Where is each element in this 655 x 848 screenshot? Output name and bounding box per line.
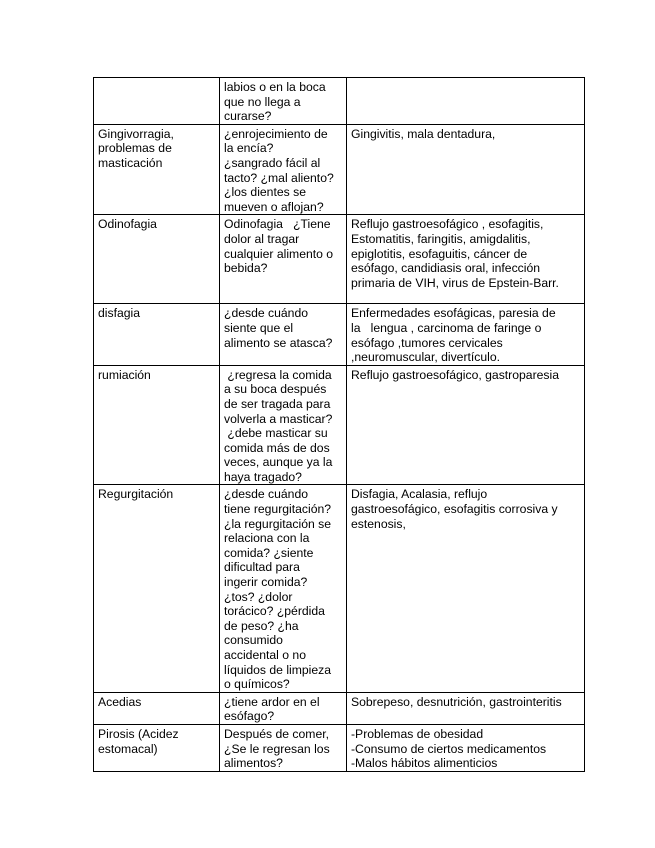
- condition-cell: [94, 124, 220, 215]
- condition-cell: [94, 485, 220, 692]
- question-cell-line: dolor al tragar: [224, 231, 300, 246]
- question-cell-line: consumido: [224, 633, 283, 648]
- table-row: [94, 215, 585, 304]
- question-cell-line: a su boca después: [224, 382, 327, 397]
- question-cell: [220, 215, 347, 304]
- question-cell-line: alimento se atasca?: [224, 335, 333, 350]
- symptom-table-body: [94, 78, 585, 772]
- symptom-table: [93, 77, 585, 772]
- causes-cell-line: Enfermedades esofágicas, paresia de: [351, 306, 556, 321]
- question-cell: [220, 724, 347, 771]
- question-cell-line: ¿regresa la comida: [224, 367, 332, 382]
- condition-cell: [94, 78, 220, 125]
- question-cell-line: alimentos?: [224, 756, 283, 771]
- condition-cell-line: Pirosis (Acidez: [98, 726, 179, 741]
- causes-cell-line: Reflujo gastroesofágico , esofagitis,: [351, 217, 544, 232]
- causes-cell-line: esófago ,tumores cervicales: [351, 335, 503, 350]
- table-row: [94, 724, 585, 771]
- question-cell: [220, 124, 347, 215]
- table-row: [94, 124, 585, 215]
- causes-cell: [347, 304, 585, 365]
- causes-cell-line: gastroesofágico, esofagitis corrosiva y: [351, 502, 558, 517]
- condition-cell-line: Gingivorragia,: [98, 126, 174, 141]
- condition-cell-line: Acedias: [98, 694, 142, 709]
- condition-cell-line: problemas de: [98, 141, 172, 156]
- condition-cell: [94, 692, 220, 724]
- question-cell: [220, 304, 347, 365]
- question-cell-line: de ser tragada para: [224, 396, 331, 411]
- condition-cell-line: Regurgitación: [98, 487, 174, 502]
- causes-cell-line: ,neuromuscular, divertículo.: [351, 350, 501, 365]
- question-cell-line: comida más de dos: [224, 440, 330, 455]
- question-cell-line: Después de comer,: [224, 726, 330, 741]
- question-cell-line: de peso? ¿ha: [224, 618, 299, 633]
- question-cell-line: accidental o no: [224, 648, 306, 662]
- question-cell-line: que no llega a: [224, 94, 301, 109]
- question-cell-line: ingerir comida?: [224, 575, 308, 590]
- question-cell-line: relaciona con la: [224, 531, 310, 546]
- table-row: [94, 485, 585, 692]
- question-cell-line: comida? ¿siente: [224, 545, 314, 560]
- causes-cell: [347, 78, 585, 125]
- question-cell-line: ¿enrojecimiento de: [224, 126, 328, 141]
- question-cell: [220, 365, 347, 485]
- question-cell-line: ¿los dientes se: [224, 185, 306, 200]
- question-cell-line: ¿sangrado fácil al: [224, 155, 321, 170]
- condition-cell: [94, 215, 220, 304]
- condition-cell-line: masticación: [98, 155, 163, 170]
- condition-cell-line: rumiación: [98, 367, 151, 382]
- question-cell-line: líquidos de limpieza: [224, 662, 332, 677]
- table-row: [94, 365, 585, 485]
- question-cell-line: o químicos?: [224, 677, 290, 692]
- question-cell-line: ¿tiene ardor en el: [224, 694, 320, 709]
- question-cell-line: ¿debe masticar su: [224, 426, 328, 441]
- question-cell-line: siente que el: [224, 320, 294, 335]
- question-cell: [220, 485, 347, 692]
- question-cell: [220, 78, 347, 125]
- causes-cell-line: epiglotitis, esofaguitis, cáncer de: [351, 246, 528, 261]
- causes-cell: [347, 724, 585, 771]
- question-cell-line: ¿desde cuándo: [224, 487, 309, 502]
- question-cell-line: haya tragado?: [224, 469, 302, 484]
- question-cell-line: tacto? ¿mal aliento?: [224, 170, 334, 185]
- question-cell-line: Odinofagia ¿Tiene: [224, 217, 331, 232]
- question-cell-line: ¿Se le regresan los: [224, 741, 330, 756]
- question-cell-line: ¿la regurgitación se: [224, 516, 332, 531]
- condition-cell-line: disfagia: [98, 306, 141, 321]
- causes-cell-line: -Problemas de obesidad: [351, 726, 484, 741]
- question-cell-line: dificultad para: [224, 560, 300, 575]
- causes-cell-line: estenosis,: [351, 516, 406, 531]
- question-cell-line: veces, aunque ya la: [224, 455, 333, 470]
- causes-cell-line: Gingivitis, mala dentadura,: [351, 126, 496, 141]
- question-cell-line: mueven o aflojan?: [224, 199, 324, 214]
- question-cell-line: la encía?: [224, 141, 274, 156]
- causes-cell: [347, 692, 585, 724]
- causes-cell-line: la lengua , carcinoma de faringe o: [351, 320, 542, 335]
- causes-cell-line: Reflujo gastroesofágico, gastroparesia: [351, 367, 559, 382]
- causes-cell-line: -Consumo de ciertos medicamentos: [351, 741, 547, 756]
- causes-cell-line: Estomatitis, faringitis, amigdalitis,: [351, 231, 531, 246]
- question-cell-line: esófago?: [224, 709, 275, 724]
- table-row: [94, 692, 585, 724]
- question-cell-line: bebida?: [224, 261, 268, 276]
- condition-cell: [94, 365, 220, 485]
- question-cell-line: torácico? ¿pérdida: [224, 604, 325, 619]
- question-cell-line: cualquier alimento o: [224, 246, 334, 261]
- causes-cell: [347, 215, 585, 304]
- causes-cell-line: -Malos hábitos alimenticios: [351, 756, 498, 771]
- condition-cell-line: estomacal): [98, 741, 158, 756]
- causes-cell: [347, 485, 585, 692]
- causes-cell-line: Disfagia, Acalasia, reflujo: [351, 487, 488, 502]
- causes-cell: [347, 124, 585, 215]
- table-row: [94, 78, 585, 125]
- question-cell-line: labios o en la boca: [224, 80, 326, 94]
- table-row: [94, 304, 585, 365]
- question-cell: [220, 692, 347, 724]
- question-cell-line: ¿desde cuándo: [224, 306, 309, 321]
- question-cell-line: volverla a masticar?: [224, 411, 333, 426]
- condition-cell: [94, 304, 220, 365]
- causes-cell-line: esófago, candidiasis oral, infección: [351, 261, 541, 276]
- causes-cell-line: Sobrepeso, desnutrición, gastrointeritis: [351, 694, 562, 709]
- causes-cell: [347, 365, 585, 485]
- question-cell-line: tiene regurgitación?: [224, 502, 332, 517]
- condition-cell-line: Odinofagia: [98, 217, 157, 232]
- causes-cell-line: primaria de VIH, virus de Epstein-Barr.: [351, 275, 559, 290]
- question-cell-line: ¿tos? ¿dolor: [224, 589, 293, 604]
- condition-cell: [94, 724, 220, 771]
- question-cell-line: curarse?: [224, 109, 272, 124]
